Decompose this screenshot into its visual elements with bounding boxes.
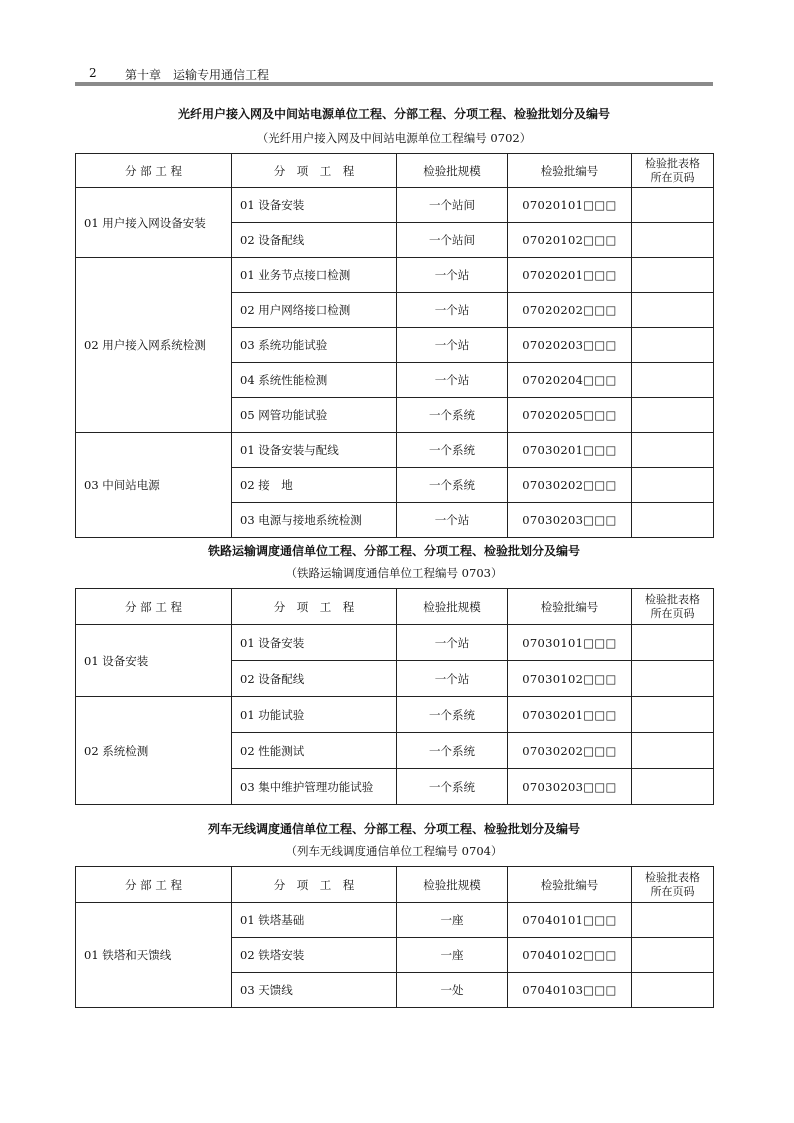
scale-cell: 一个站 (397, 363, 508, 398)
col-division: 分 部 工 程 (76, 867, 232, 903)
col-scale: 检验批规模 (397, 589, 508, 625)
division-cell: 03 中间站电源 (76, 433, 232, 538)
scale-cell: 一座 (397, 938, 508, 973)
col-item: 分 项 工 程 (232, 867, 397, 903)
page-cell (632, 258, 714, 293)
item-cell: 01 功能试验 (232, 697, 397, 733)
page-number: 2 (89, 66, 97, 80)
code-cell: 07020101□□□ (508, 188, 632, 223)
table-row (76, 433, 714, 468)
page-cell (632, 328, 714, 363)
col-item: 分 项 工 程 (232, 154, 397, 188)
page-cell (632, 903, 714, 938)
scale-cell: 一个站 (397, 293, 508, 328)
page-cell (632, 293, 714, 328)
page-cell (632, 733, 714, 769)
table-header-row (76, 867, 714, 903)
code-cell: 07020204□□□ (508, 363, 632, 398)
page-cell (632, 188, 714, 223)
item-cell: 02 性能测试 (232, 733, 397, 769)
scale-cell: 一个站 (397, 258, 508, 293)
code-cell: 07030201□□□ (508, 433, 632, 468)
scale-cell: 一处 (397, 973, 508, 1008)
chapter-title: 第十章 运输专用通信工程 (125, 68, 270, 82)
code-cell: 07020202□□□ (508, 293, 632, 328)
item-cell: 05 网管功能试验 (232, 398, 397, 433)
scale-cell: 一个站 (397, 661, 508, 697)
division-cell: 01 铁塔和天馈线 (76, 903, 232, 1008)
item-cell: 03 系统功能试验 (232, 328, 397, 363)
scale-cell: 一个系统 (397, 733, 508, 769)
page-cell (632, 363, 714, 398)
page-cell (632, 433, 714, 468)
scale-cell: 一座 (397, 903, 508, 938)
item-cell: 01 设备安装 (232, 625, 397, 661)
col-page: 检验批表格 所在页码 (632, 867, 714, 903)
code-cell: 07040102□□□ (508, 938, 632, 973)
scale-cell: 一个站间 (397, 223, 508, 258)
section-title: 铁路运输调度通信单位工程、分部工程、分项工程、检验批划分及编号 (207, 544, 580, 558)
division-cell: 01 用户接入网设备安装 (76, 188, 232, 258)
inspection-table (75, 866, 714, 1008)
item-cell: 02 铁塔安装 (232, 938, 397, 973)
table-row (76, 903, 714, 938)
inspection-table (75, 153, 714, 538)
section-0703 (75, 542, 713, 805)
page-cell (632, 223, 714, 258)
code-cell: 07030203□□□ (508, 503, 632, 538)
item-cell: 01 业务节点接口检测 (232, 258, 397, 293)
scale-cell: 一个系统 (397, 433, 508, 468)
item-cell: 02 设备配线 (232, 661, 397, 697)
scale-cell: 一个系统 (397, 398, 508, 433)
scale-cell: 一个系统 (397, 769, 508, 805)
section-subtitle: （铁路运输调度通信单位工程编号 0703） (285, 566, 503, 580)
table-row (76, 625, 714, 661)
division-cell: 02 用户接入网系统检测 (76, 258, 232, 433)
col-code: 检验批编号 (508, 867, 632, 903)
page-cell (632, 697, 714, 733)
code-cell: 07030201□□□ (508, 697, 632, 733)
division-cell: 01 设备安装 (76, 625, 232, 697)
code-cell: 07020102□□□ (508, 223, 632, 258)
section-subtitle: （列车无线调度通信单位工程编号 0704） (285, 844, 503, 858)
item-cell: 02 用户网络接口检测 (232, 293, 397, 328)
col-scale: 检验批规模 (397, 154, 508, 188)
code-cell: 07030203□□□ (508, 769, 632, 805)
col-scale: 检验批规模 (397, 867, 508, 903)
scale-cell: 一个系统 (397, 697, 508, 733)
scale-cell: 一个站 (397, 328, 508, 363)
division-cell: 02 系统检测 (76, 697, 232, 805)
code-cell: 07030202□□□ (508, 733, 632, 769)
page-cell (632, 468, 714, 503)
item-cell: 01 设备安装 (232, 188, 397, 223)
code-cell: 07020203□□□ (508, 328, 632, 363)
item-cell: 03 集中维护管理功能试验 (232, 769, 397, 805)
page-cell (632, 398, 714, 433)
table-header-row (76, 589, 714, 625)
col-code: 检验批编号 (508, 154, 632, 188)
item-cell: 04 系统性能检测 (232, 363, 397, 398)
code-cell: 07040103□□□ (508, 973, 632, 1008)
item-cell: 03 电源与接地系统检测 (232, 503, 397, 538)
code-cell: 07020205□□□ (508, 398, 632, 433)
item-cell: 01 铁塔基础 (232, 903, 397, 938)
col-item: 分 项 工 程 (232, 589, 397, 625)
page-cell (632, 625, 714, 661)
scale-cell: 一个站间 (397, 188, 508, 223)
page-cell (632, 503, 714, 538)
inspection-table (75, 588, 714, 805)
section-0704 (75, 820, 713, 1008)
code-cell: 07040101□□□ (508, 903, 632, 938)
page-cell (632, 938, 714, 973)
scale-cell: 一个系统 (397, 468, 508, 503)
section-subtitle: （光纤用户接入网及中间站电源单位工程编号 0702） (256, 131, 532, 145)
col-page: 检验批表格 所在页码 (632, 589, 714, 625)
scale-cell: 一个站 (397, 503, 508, 538)
page-cell (632, 973, 714, 1008)
code-cell: 07020201□□□ (508, 258, 632, 293)
code-cell: 07030101□□□ (508, 625, 632, 661)
item-cell: 03 天馈线 (232, 973, 397, 1008)
section-0702 (75, 105, 713, 538)
col-division: 分 部 工 程 (76, 589, 232, 625)
scale-cell: 一个站 (397, 625, 508, 661)
header-rule (75, 82, 713, 86)
table-header-row (76, 154, 714, 188)
page-cell (632, 661, 714, 697)
code-cell: 07030202□□□ (508, 468, 632, 503)
item-cell: 01 设备安装与配线 (232, 433, 397, 468)
col-page: 检验批表格 所在页码 (632, 154, 714, 188)
item-cell: 02 设备配线 (232, 223, 397, 258)
col-code: 检验批编号 (508, 589, 632, 625)
section-title: 光纤用户接入网及中间站电源单位工程、分部工程、分项工程、检验批划分及编号 (177, 107, 610, 121)
section-title: 列车无线调度通信单位工程、分部工程、分项工程、检验批划分及编号 (207, 822, 580, 836)
code-cell: 07030102□□□ (508, 661, 632, 697)
table-row (76, 697, 714, 733)
col-division: 分 部 工 程 (76, 154, 232, 188)
item-cell: 02 接 地 (232, 468, 397, 503)
running-header (75, 62, 715, 82)
page-cell (632, 769, 714, 805)
table-row (76, 258, 714, 293)
table-row (76, 188, 714, 223)
